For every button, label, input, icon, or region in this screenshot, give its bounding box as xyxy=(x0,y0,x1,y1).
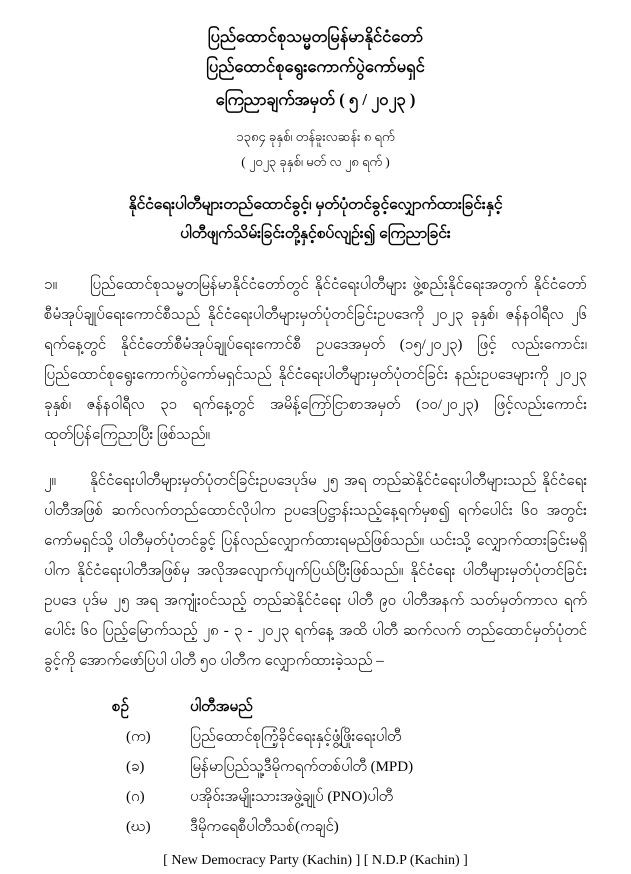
paragraph-2-number: ၂။ xyxy=(44,473,56,489)
list-item-number: (ခ) xyxy=(126,759,145,775)
list-item xyxy=(112,812,587,842)
list-item-number: (က) xyxy=(126,729,151,745)
list-item-party-name: ပြည်ထောင်စုကြံ့ခိုင်ရေးနှင့်ဖွံ့ဖြိုးရေးပါတီ xyxy=(190,729,402,745)
list-item-party-name: မြန်မာပြည်သူ့ဒီမိုကရက်တစ်ပါတီ (MPD) xyxy=(190,759,414,775)
list-item-number: (ဂ) xyxy=(126,789,145,805)
list-item xyxy=(112,752,587,782)
subject-line-2: ပါတီဖျက်သိမ်းခြင်းတို့နှင့်စပ်လျဉ်း၍ ကြေညာခြင်း xyxy=(180,225,451,242)
paragraph-1 xyxy=(44,270,587,450)
list-item-party-name: ပအိုဝ်းအမျိုးသားအဖွဲ့ချုပ် (PNO)ပါတီ xyxy=(190,789,394,805)
announcement-number: ကြေညာချက်အမှတ် ( ၅ / ၂၀၂၃ ) xyxy=(215,90,416,109)
list-item-party-name: ဒီမိုကရေစီပါတီသစ်(ကချင်) xyxy=(190,819,339,835)
header-line-1: ပြည်ထောင်စုသမ္မတမြန်မာနိုင်ငံတော် xyxy=(207,27,424,46)
column-header-party-name: ပါတီအမည် xyxy=(190,699,253,715)
paragraph-2-text: နိုင်ငံရေးပါတီများမှတ်ပုံတင်ခြင်းဥပဒေပုဒ်မ ၂၅ အရ တည်ဆဲနိုင်ငံရေးပါတီများသည် နိုင်ငံရေးပါတီအဖြစ် ဆက်လက်တည်ထောင်လိုပါက ဥပဒေပြဋ္ဌာန်းသည့်နေ့ရက်မှစ၍ ရက်ပေါင်း ၆၀ အတွင်း ကော်မရှင်သို့ ပါတီမှတ်ပုံတင်ခွင့် ပြန်လည်လျှောက်ထားရမည်ဖြစ်သည်။ ယင်းသို့ လျှောက်ထားခြင်းမရှိပါက နိုင်ငံရေးပါတီအဖြစ်မှ အလိုအလျောက်ပျက်ပြယ်ပြီးဖြစ်သည်။ နိုင်ငံရေး ပါတီများမှတ်ပုံတင်ခြင်းဥပဒေ ပုဒ်မ ၂၅ အရ အကျုံးဝင်သည့် တည်ဆဲနိုင်ငံရေး ပါတီ ၉၀ ပါတီအနက် သတ်မှတ်ကာလ ရက်ပေါင်း ၆၀ ပြည့်မြောက်သည့် ၂၈ - ၃ - ၂၀၂၃ ရက်နေ့ အထိ ပါတီ ဆက်လက် တည်ထောင်မှတ်ပုံတင်ခွင့်ကို အောက်ဖော်ပြပါ ပါတီ ၅၀ ပါတီက လျှောက်ထားခဲ့သည် – xyxy=(44,473,587,669)
list-item-number: (ဃ) xyxy=(126,819,151,835)
party-list xyxy=(112,692,587,842)
header-line-2: ပြည်ထောင်စုရွေးကောက်ပွဲကော်မရှင် xyxy=(206,57,425,76)
date-burmese-era: ၁၃၈၄ ခုနှစ်၊ တန်ခူးလဆန်း ၈ ရက် xyxy=(236,129,395,144)
list-item xyxy=(112,722,587,752)
list-item xyxy=(112,782,587,812)
subject-line-1: နိုင်ငံရေးပါတီများတည်ထောင်ခွင့်၊ မှတ်ပုံတင်ခွင့်လျှောက်ထားခြင်းနှင့် xyxy=(128,196,503,213)
party-list-header xyxy=(112,692,587,722)
paragraph-1-text: ပြည်ထောင်စုသမ္မတမြန်မာနိုင်ငံတော်တွင် နိုင်ငံရေးပါတီများ ဖွဲ့စည်းနိုင်ရေးအတွက် နိုင်ငံတော်စီမံအုပ်ချုပ်ရေးကောင်စီသည် နိုင်ငံရေးပါတီများမှတ်ပုံတင်ခြင်းဥပဒေကို ၂၀၂၃ ခုနှစ်၊ ဇန်နဝါရီလ ၂၆ ရက်နေ့တွင် နိုင်ငံတော်စီမံအုပ်ချုပ်ရေးကောင်စီ ဥပဒေအမှတ် (၁၅/၂၀၂၃) ဖြင့် လည်းကောင်း၊ ပြည်ထောင်စုရွေးကောက်ပွဲကော်မရှင်သည် နိုင်ငံရေးပါတီများမှတ်ပုံတင်ခြင်း နည်းဥပဒေများကို ၂၀၂၃ ခုနှစ်၊ ဇန်နဝါရီလ ၃၁ ရက်နေ့တွင် အမိန့်ကြော်ငြာစာအမှတ် (၁၀/၂၀၂၃) ဖြင့်လည်းကောင်း ထုတ်ပြန်ကြေညာပြီး ဖြစ်သည်။ xyxy=(44,277,587,443)
date-gregorian: ( ၂၀၂၃ ခုနှစ်၊ မတ် လ ၂၈ ရက် ) xyxy=(241,154,390,169)
page-bottom-cutoff xyxy=(44,859,244,868)
paragraph-2 xyxy=(44,466,587,676)
paragraph-1-number: ၁။ xyxy=(44,277,57,293)
body xyxy=(44,270,587,874)
party-english-name: [ New Democracy Party (Kachin) ] [ N.D.P (Kachin) ] xyxy=(163,853,468,868)
column-header-number: စဉ် xyxy=(112,699,129,715)
